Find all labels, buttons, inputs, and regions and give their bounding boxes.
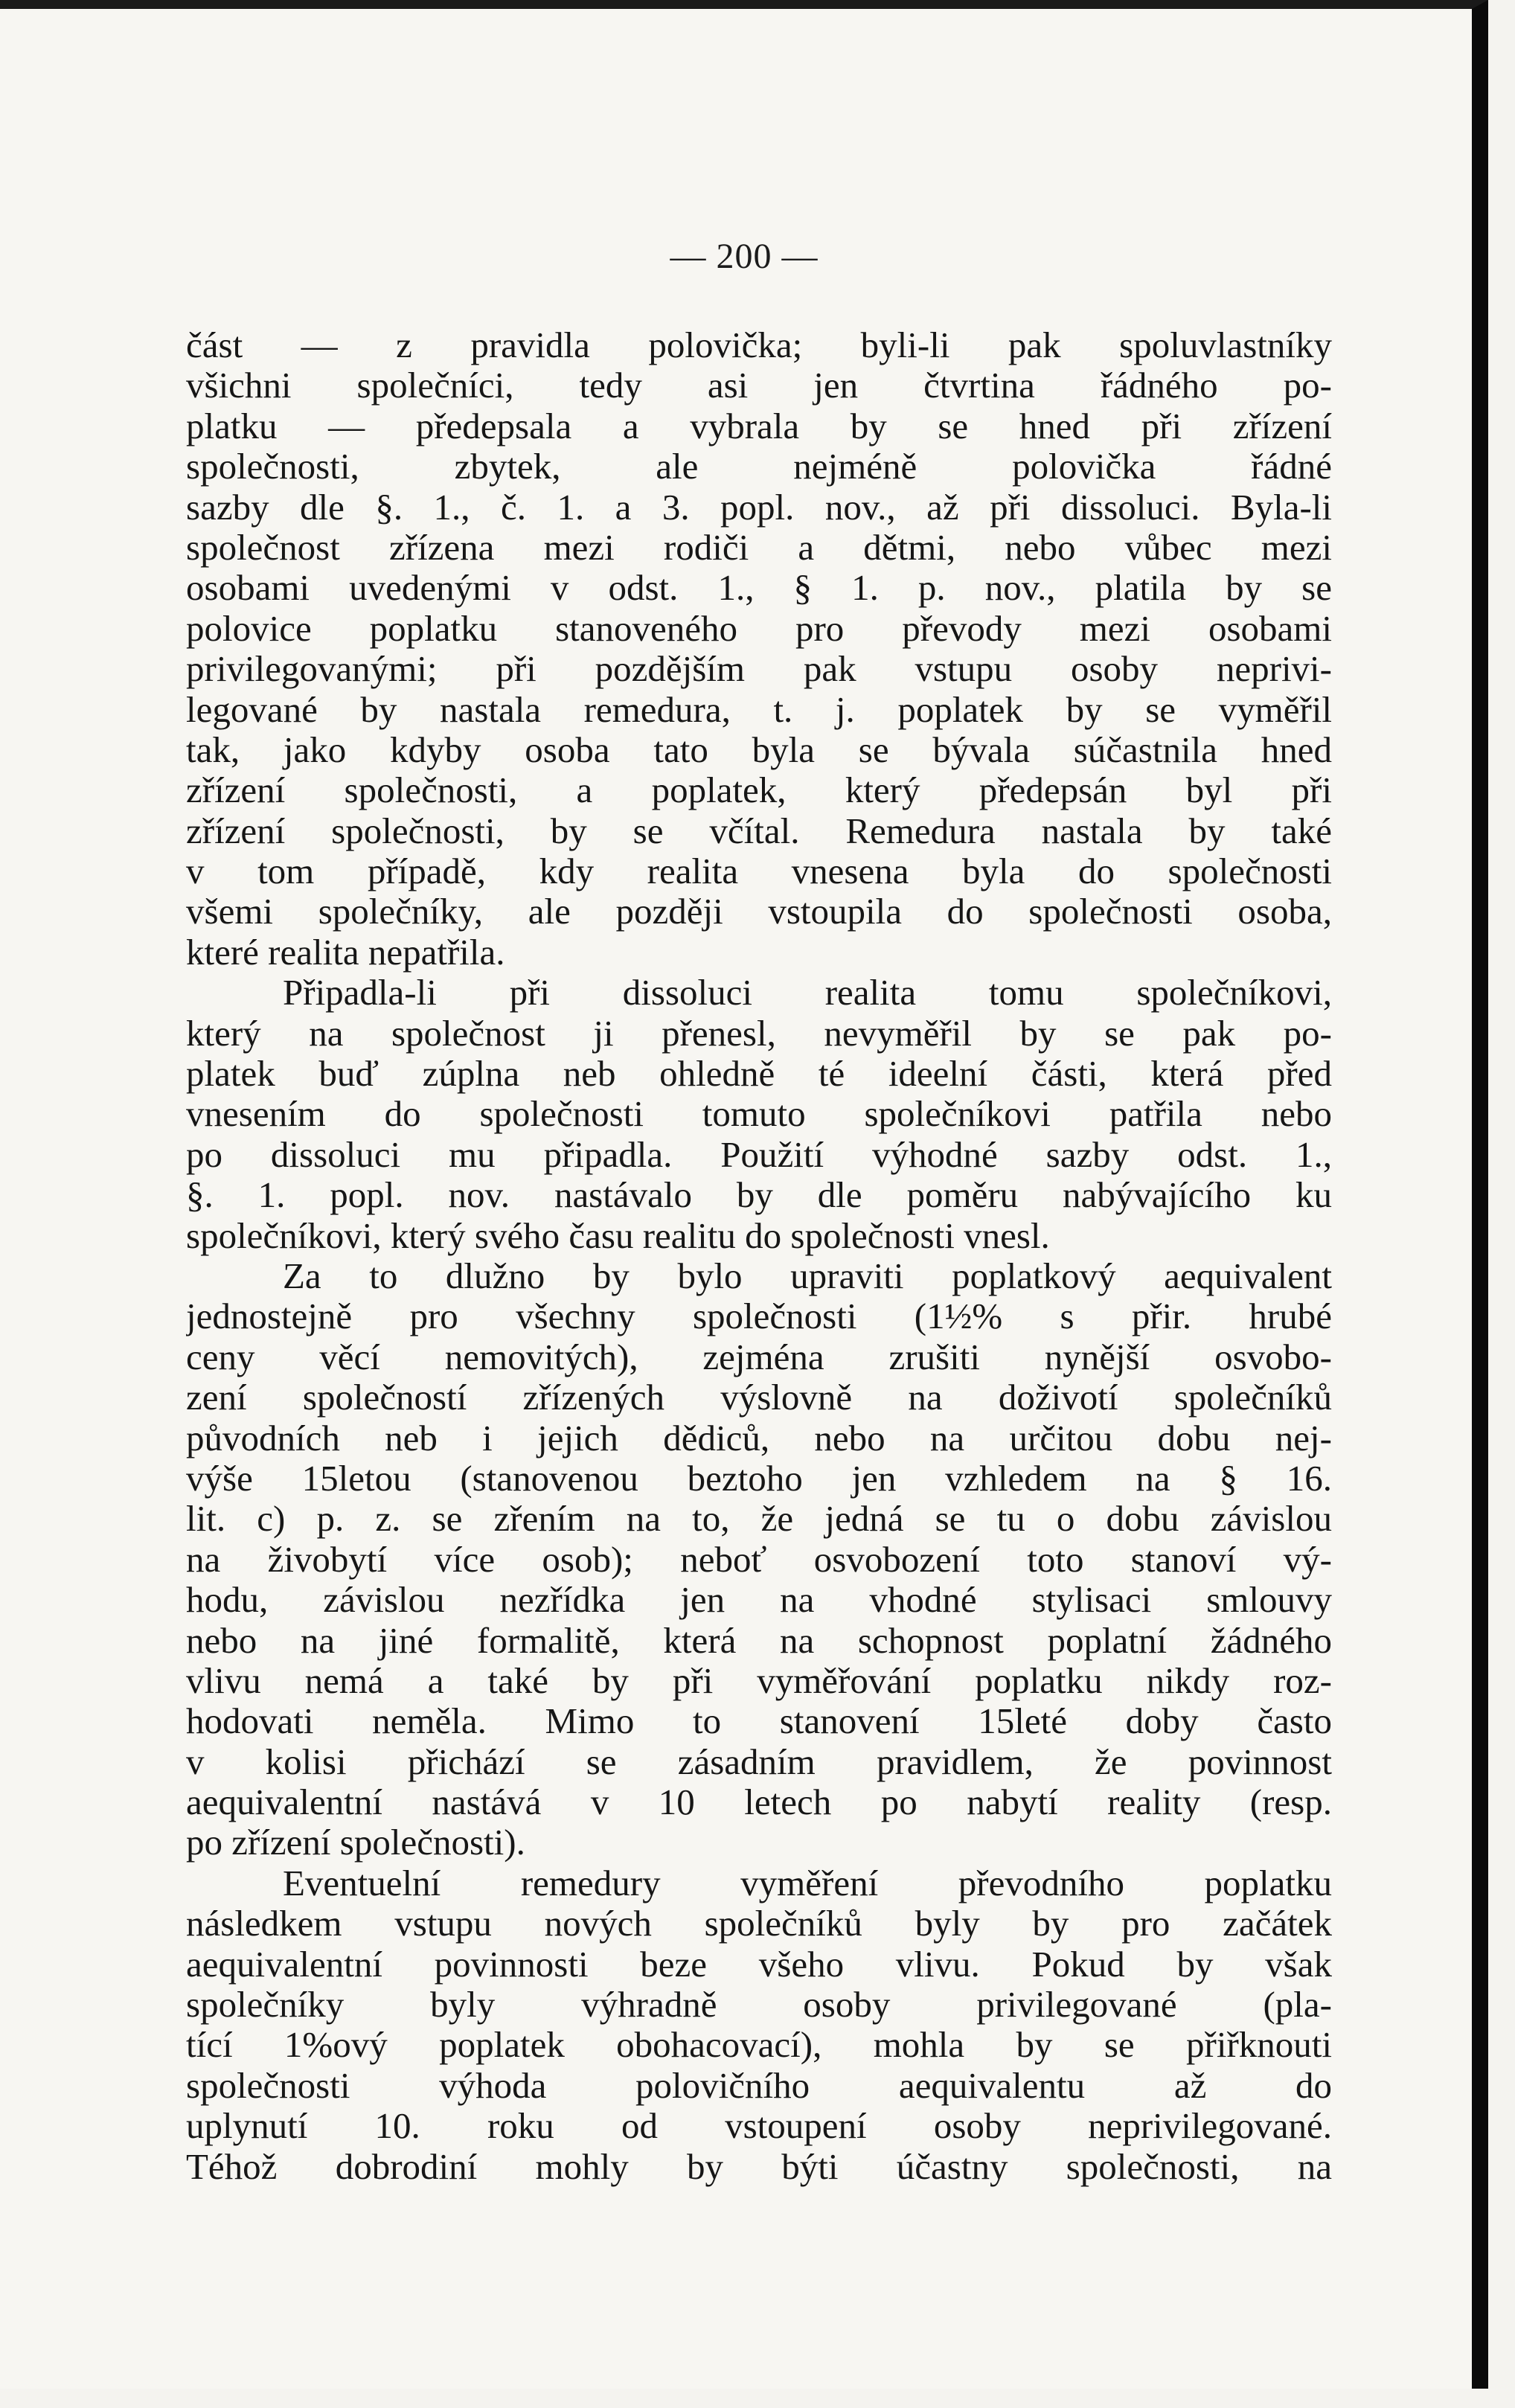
- body-text: [186, 325, 1332, 2187]
- text-line: polovice poplatku stanoveného pro převody mezi osobami: [186, 608, 1332, 649]
- text-line: vlivu nemá a také by při vyměřování poplatku nikdy roz-: [186, 1660, 1332, 1701]
- text-line: platek buď zúplna neb ohledně té ideelní části, která před: [186, 1054, 1332, 1095]
- text-line: hodu, závislou nezřídka jen na vhodné stylisaci smlouvy: [186, 1580, 1332, 1621]
- text-line: na živobytí více osob); neboť osvobození toto stanoví vý-: [186, 1539, 1332, 1580]
- text-line: Za to dlužno by bylo upraviti poplatkový aequivalent: [283, 1255, 1332, 1296]
- paragraph: [186, 973, 1332, 1256]
- text-line: společnost zřízena mezi rodiči a dětmi, nebo vůbec mezi: [186, 527, 1332, 568]
- paragraph: [186, 1863, 1332, 2187]
- text-line: zřízení společnosti, by se včítal. Remedura nastala by také: [186, 810, 1332, 851]
- text-line: společnosti, zbytek, ale nejméně polovička řádné: [186, 446, 1332, 487]
- text-line: výše 15letou (stanovenou beztoho jen vzhledem na § 16.: [186, 1458, 1332, 1499]
- text-line: Připadla-li při dissoluci realita tomu společníkovi,: [283, 973, 1332, 1014]
- text-line: po dissoluci mu připadla. Použití výhodné sazby odst. 1.,: [186, 1134, 1332, 1175]
- text-line: zřízení společnosti, a poplatek, který předepsán byl při: [186, 770, 1332, 811]
- text-line: legované by nastala remedura, t. j. poplatek by se vyměřil: [186, 689, 1332, 730]
- text-line: vnesením do společnosti tomuto společníkovi patřila nebo: [186, 1094, 1332, 1135]
- text-line: ceny věcí nemovitých), zejména zrušiti nynější osvobo-: [186, 1336, 1332, 1377]
- text-line: aequivalentní nastává v 10 letech po nabytí reality (resp.: [186, 1782, 1332, 1823]
- text-line: nebo na jiné formalitě, která na schopnost poplatní žádného: [186, 1620, 1332, 1661]
- text-line: sazby dle §. 1., č. 1. a 3. popl. nov., až při dissoluci. Byla-li: [186, 487, 1332, 528]
- text-line: uplynutí 10. roku od vstoupení osoby neprivilegované.: [186, 2106, 1332, 2147]
- text-line: všichni společníci, tedy asi jen čtvrtina řádného po-: [186, 365, 1332, 406]
- text-line: společníkovi, který svého času realitu do společnosti vnesl.: [186, 1215, 1050, 1256]
- paragraph: [186, 1256, 1332, 1863]
- text-line: aequivalentní povinnosti beze všeho vlivu. Pokud by však: [186, 1944, 1332, 1985]
- text-line: společnosti výhoda polovičního aequivalentu až do: [186, 2065, 1332, 2106]
- text-line: tak, jako kdyby osoba tato byla se bývala súčastnila hned: [186, 729, 1332, 770]
- text-line: platku — předepsala a vybrala by se hned při zřízení: [186, 406, 1332, 446]
- text-line: zení společností zřízených výslovně na doživotí společníků: [186, 1377, 1332, 1418]
- text-line: v tom případě, kdy realita vnesena byla do společnosti: [186, 851, 1332, 892]
- text-line: původních neb i jejich dědiců, nebo na určitou dobu nej-: [186, 1418, 1332, 1458]
- text-line: následkem vstupu nových společníků byly by pro začátek: [186, 1903, 1332, 1944]
- text-line: v kolisi přichází se zásadním pravidlem, že povinnost: [186, 1741, 1332, 1782]
- text-line: které realita nepatřila.: [186, 932, 505, 973]
- paragraph: [186, 325, 1332, 973]
- text-line: část — z pravidla polovička; byli-li pak spoluvlastníky: [186, 325, 1332, 365]
- text-line: společníky byly výhradně osoby privilegované (pla-: [186, 1985, 1332, 2026]
- text-line: tící 1%ový poplatek obohacovací), mohla by se přiřknouti: [186, 2025, 1332, 2066]
- text-line: Téhož dobrodiní mohly by býti účastny společnosti, na: [186, 2146, 1332, 2187]
- text-line: Eventuelní remedury vyměření převodního poplatku: [283, 1863, 1332, 1903]
- text-line: který na společnost ji přenesl, nevyměřil by se pak po-: [186, 1013, 1332, 1054]
- text-line: hodovati neměla. Mimo to stanovení 15leté doby často: [186, 1701, 1332, 1742]
- text-line: privilegovanými; při pozdějším pak vstupu osoby neprivi-: [186, 649, 1332, 690]
- text-line: všemi společníky, ale později vstoupila do společnosti osoba,: [186, 891, 1332, 932]
- text-line: jednostejně pro všechny společnosti (1½% s přir. hrubé: [186, 1296, 1332, 1337]
- page-number: — 200 —: [670, 237, 819, 276]
- text-line: po zřízení společnosti).: [186, 1822, 525, 1863]
- text-line: lit. c) p. z. se zřením na to, že jedná se tu o dobu závislou: [186, 1499, 1332, 1540]
- text-line: §. 1. popl. nov. nastávalo by dle poměru nabývajícího ku: [186, 1175, 1332, 1216]
- text-line: osobami uvedenými v odst. 1., § 1. p. nov., platila by se: [186, 568, 1332, 609]
